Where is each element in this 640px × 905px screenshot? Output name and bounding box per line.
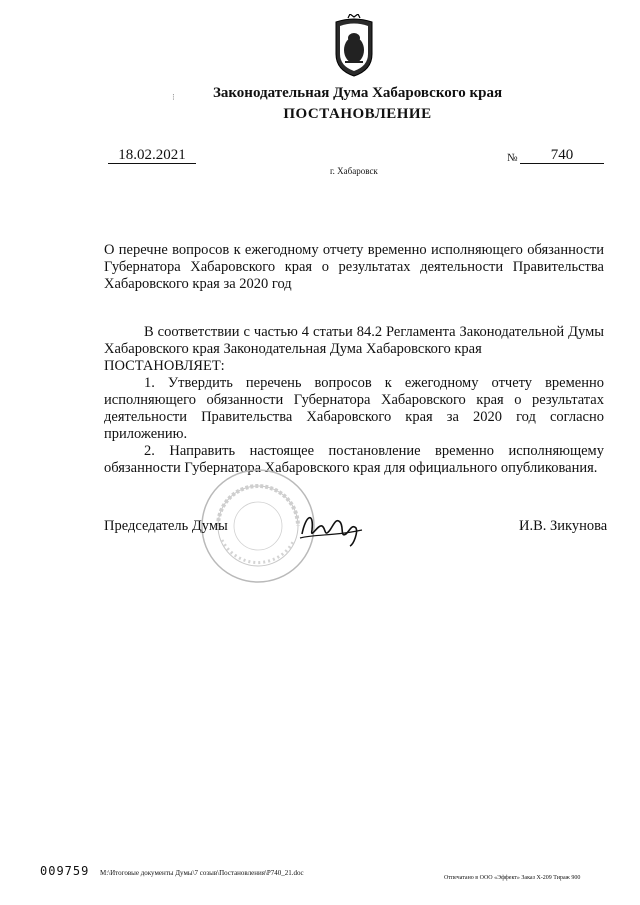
number-sign: № [507,152,518,164]
coat-of-arms-icon [332,14,376,78]
signer-name: И.В. Зикунова [519,518,608,534]
print-info: Отпечатано в ООО «Эффект» Заказ Х-209 Тираж 900 [444,875,581,881]
preamble: В соответствии с частью 4 статьи 84.2 Регламента Законодательной Думы Хабаровского края Законодательная Дума Хабаровского края [104,324,604,357]
item-2: 2. Направить настоящее постановление временно исполняющему обязанности Губернатора Хабаровского края для официального опубликования. [104,443,604,476]
city: г. Хабаровск [330,166,378,176]
document-type: ПОСТАНОВЛЕНИЕ [283,106,432,122]
signer-title: Председатель Думы [104,518,228,534]
document-subject: О перечне вопросов к ежегодному отчету временно исполняющего обязанности Губернатора Хабаровского края о результатах деятельности Правительства Хабаровского края за 2020 год [104,242,604,292]
organization-title: Законодательная Дума Хабаровского края [212,85,503,101]
document-body [104,324,604,477]
handwritten-signature [296,504,366,550]
item-1: 1. Утвердить перечень вопросов к ежегодному отчету временно исполняющего обязанности Губернатора Хабаровского края о результатах деятельности Правительства Хабаровского края за 2020 год согласно приложению. [104,375,604,442]
margin-mark: ⁝ [172,92,175,102]
resolves-label: ПОСТАНОВЛЯЕТ: [104,358,225,374]
document-code: 009759 [40,864,90,878]
document-number: 740 [520,147,604,164]
document-date: 18.02.2021 [108,147,196,164]
file-path: М:\Итоговые документы Думы\7 созыв\Постановления\Р740_21.doc [100,869,304,877]
